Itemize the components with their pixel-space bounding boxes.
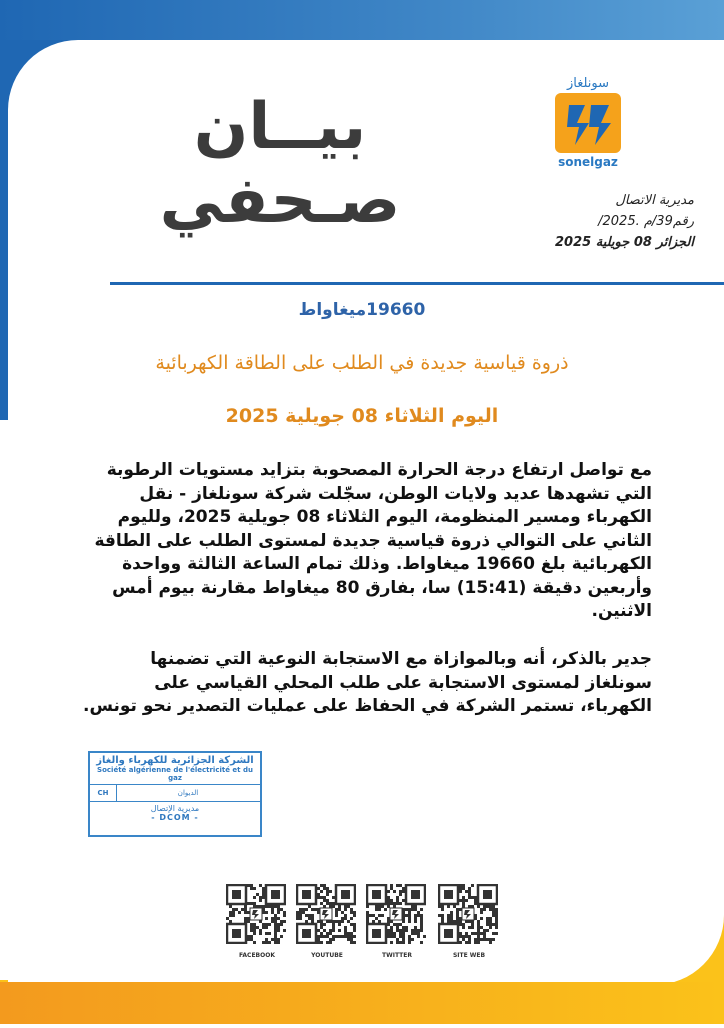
megawatt-value: 19660ميغاواط	[298, 300, 426, 320]
qr-label: SITE WEB	[452, 952, 486, 959]
qr-twitter[interactable]	[366, 884, 428, 959]
qr-site-web[interactable]	[438, 884, 500, 959]
qr-label: FACEBOOK	[239, 952, 275, 959]
company-stamp	[88, 751, 262, 837]
logo-arabic-name: سونلغاز	[566, 76, 610, 91]
header-info	[394, 190, 694, 253]
logo-latin-name: sonelgaz	[558, 155, 618, 169]
qr-code-icon	[296, 884, 356, 944]
qr-youtube[interactable]	[296, 884, 358, 959]
stamp-dcom: - DCOM -	[151, 813, 199, 822]
header-divider	[110, 282, 724, 285]
headline: ذروة قياسية جديدة في الطلب على الطاقة الكهربائية	[155, 352, 569, 374]
qr-facebook[interactable]	[226, 884, 288, 959]
paragraph-1: مع تواصل ارتفاع درجة الحرارة المصحوبة بتزايد مستويات الرطوبة التي تشهدها عديد ولايات الوطن، سجّلت شركة سونلغاز - نقل الكهرباء ومسير المنظومة، اليوم الثلاثاء 08 جويلية 2025، ولليوم الثاني على التوالي ذروة قياسية جديدة لمستوى الطلب على الطاقة الكهربائية بلغ 19660 ميغاواط. وذلك تمام الساعة الثالثة وواحدة وأربعين دقيقة (15:41) سا، بفارق 80 ميغاواط مقارنة بيوم أمس الاثنين.	[94, 460, 652, 621]
qr-code-icon	[366, 884, 426, 944]
reference-number: رقم39/م .2025/	[598, 214, 694, 229]
qr-label: YOUTUBE	[311, 952, 343, 959]
sonelgaz-logo	[545, 76, 631, 169]
stamp-arabic: الشركة الجزائرية للكهرباء والغاز	[96, 755, 254, 766]
stamp-ch: CH	[90, 785, 117, 801]
paragraph-2: جدير بالذكر، أنه وبالموازاة مع الاستجابة النوعية التي تضمنها سونلغاز لمستوى الاستجابة على طلب المحلي القياسي على الكهرباء، تستمر الشركة في الحفاظ على عمليات التصدير نحو تونس.	[82, 649, 652, 716]
lightning-logo-icon	[555, 93, 621, 153]
page-title: بيــان صـحفي	[159, 90, 401, 238]
stamp-directorate: مديرية الإتصال	[150, 804, 200, 813]
qr-code-icon	[438, 884, 498, 944]
place-date: الجزائر 08 جويلية 2025	[555, 235, 694, 250]
qr-code-icon	[226, 884, 286, 944]
department: مديرية الاتصال	[615, 193, 694, 208]
bottom-orange-stripe	[0, 982, 724, 1024]
stamp-french: Société algérienne de l'électricité et du gaz	[97, 766, 253, 782]
date-line: اليوم الثلاثاء 08 جويلية 2025	[225, 405, 499, 427]
top-blue-stripe	[0, 0, 724, 40]
qr-label: TWITTER	[382, 952, 412, 959]
stamp-diwan: الديوان	[177, 789, 199, 797]
